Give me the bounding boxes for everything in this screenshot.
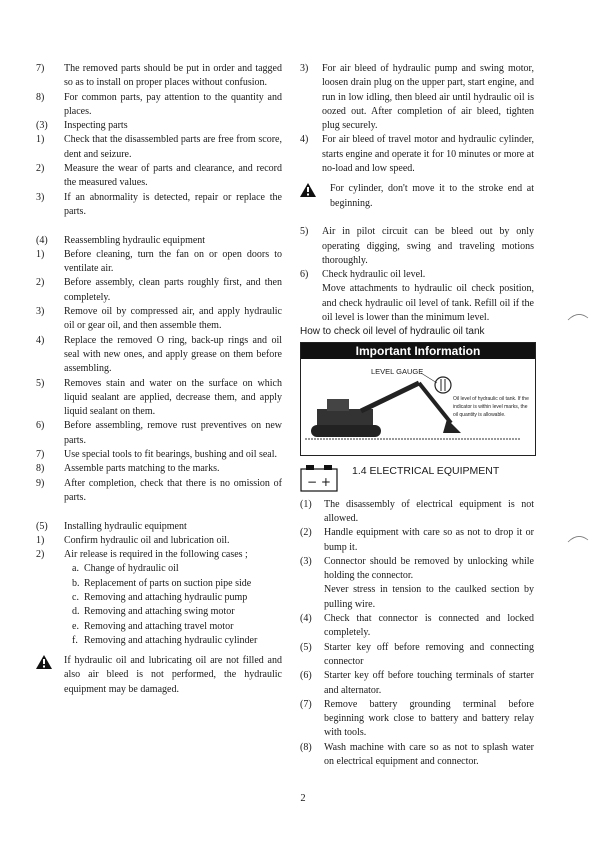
list-item: 2) Measure the wear of parts and clearance, and record the measured values. bbox=[36, 163, 282, 189]
list-item: 6) Before assembling, remove rust preventives on new parts. bbox=[36, 420, 282, 446]
warning-text: If hydraulic oil and lubricating oil are not filled and also air bleed is not performed, the hydraulic equipment may be damaged. bbox=[64, 655, 282, 695]
list-item: (5) Starter key off before removing and connecting connector bbox=[300, 641, 534, 667]
list-item: (6) Starter key off before touching terminals of starter and alternator. bbox=[300, 670, 534, 696]
gauge-note: Oil level of hydraulic oil tank. If the indicator is within level marks, the oil quantity is allowable. bbox=[453, 395, 529, 418]
page-number: 2 bbox=[300, 793, 306, 804]
sub-item: a. Change of hydraulic oil bbox=[72, 563, 179, 575]
list-item: 5) Air in pilot circuit can be bleed out by only operating digging, swing and traveling motions thoroughly. bbox=[300, 226, 534, 266]
list-item: (8) Wash machine with care so as not to splash water on electrical equipment and connector. bbox=[300, 741, 534, 767]
list-item: 3) Remove oil by compressed air, and apply hydraulic oil or gear oil, and then assemble them. bbox=[36, 306, 282, 332]
warning-icon bbox=[300, 183, 316, 197]
list-item: 1) Check that the disassembled parts are free from score, dent and seizure. bbox=[36, 134, 282, 160]
list-item: (1) The disassembly of electrical equipment is not allowed. bbox=[300, 498, 534, 524]
sub-item: d. Removing and attaching swing motor bbox=[72, 606, 235, 618]
section-heading: (5) Installing hydraulic equipment bbox=[36, 520, 187, 532]
warning-note bbox=[36, 654, 282, 697]
section-heading: (3) Inspecting parts bbox=[36, 120, 128, 132]
margin-arc-mark bbox=[566, 532, 590, 544]
right-block2 bbox=[300, 225, 534, 325]
left-block1 bbox=[36, 62, 282, 219]
list-item: (2) Handle equipment with care so as not to drop it or bump it. bbox=[300, 527, 534, 553]
gauge-label: LEVEL GAUGE bbox=[371, 366, 424, 376]
sub-item: e. Removing and attaching travel motor bbox=[72, 620, 234, 632]
warning-text: For cylinder, don't move it to the stroke end at beginning. bbox=[330, 183, 534, 209]
list-item: 5) Removes stain and water on the surface on which liquid sealant are applied, decrease them, and apply liquid sealant on them. bbox=[36, 377, 282, 418]
left-block2 bbox=[36, 234, 282, 506]
info-title: How to check oil level of hydraulic oil tank bbox=[300, 326, 485, 338]
list-item: 2) Before assembly, clean parts roughly first, and then completely. bbox=[36, 277, 282, 303]
warning-icon bbox=[36, 655, 52, 669]
left-block3 bbox=[36, 520, 282, 649]
list-item: 1) Confirm hydraulic oil and lubrication oil. bbox=[36, 534, 230, 546]
sub-item: b. Replacement of parts on suction pipe side bbox=[72, 577, 252, 589]
list-item: 7) Use special tools to fit bearings, bushing and oil seal. bbox=[36, 449, 278, 461]
right-column bbox=[300, 62, 534, 769]
important-information-box bbox=[300, 342, 536, 456]
list-item: 3) For air bleed of hydraulic pump and swing motor, loosen drain plug on the upper part, start engine, and run in low idling, then bleed air until hydraulic oil is oozed out. After completion of air bleed, tighten plug securely. bbox=[300, 63, 534, 132]
left-column bbox=[36, 62, 282, 697]
spacer bbox=[36, 505, 282, 519]
list-item-detail: Never stress in tension to the caulked section by pulling wire. bbox=[324, 584, 534, 610]
sub-item: c. Removing and attaching hydraulic pump bbox=[72, 591, 248, 603]
list-item: 4) Replace the removed O ring, back-up rings and oil seal with new ones, and apply grease on them before assembling. bbox=[36, 334, 282, 375]
list-item: 9) After completion, check that there is no omission of parts. bbox=[36, 477, 282, 503]
warning-note bbox=[300, 182, 534, 211]
list-item: 1) Before cleaning, turn the fan on or open doors to ventilate air. bbox=[36, 248, 282, 275]
gauge-icon bbox=[435, 377, 451, 393]
section-title: 1.4 ELECTRICAL EQUIPMENT bbox=[352, 465, 500, 478]
info-header: Important Information bbox=[301, 343, 535, 359]
list-item: 4) For air bleed of travel motor and hydraulic cylinder, starts engine and operate it for 10 minutes or more at no-load and low speed. bbox=[300, 134, 534, 175]
electrical-list bbox=[300, 498, 534, 770]
list-item: 6) Check hydraulic oil level. bbox=[300, 269, 426, 281]
section-heading-electrical bbox=[300, 464, 534, 492]
spacer bbox=[36, 219, 282, 233]
list-item: 3) If an abnormality is detected, repair or replace the parts. bbox=[36, 191, 282, 217]
right-block1 bbox=[300, 62, 534, 176]
list-item: (7) Remove battery grounding terminal before beginning work close to battery and battery relay with tools. bbox=[300, 698, 534, 739]
list-item: 7) The removed parts should be put in order and tagged so as to install on proper places without confusion. bbox=[36, 63, 282, 89]
margin-arc-mark bbox=[566, 310, 590, 322]
list-item: 8) Assemble parts matching to the marks. bbox=[36, 463, 220, 475]
list-item-detail: Move attachments to hydraulic oil check position, and check hydraulic oil level of tank. Refill oil if the oil level is lower than the minimum level. bbox=[322, 283, 534, 324]
section-heading: (4) Reassembling hydraulic equipment bbox=[36, 234, 206, 246]
list-item: (4) Check that connector is connected and locked completely. bbox=[300, 613, 534, 639]
spacer bbox=[300, 211, 534, 225]
sub-item: f. Removing and attaching hydraulic cylinder bbox=[72, 634, 258, 646]
list-item: (3) Connector should be removed by unlocking while holding the connector. bbox=[300, 555, 534, 582]
battery-icon bbox=[300, 464, 338, 492]
svg-text:− +: − + bbox=[307, 474, 331, 489]
list-item: 8) For common parts, pay attention to the quantity and places. bbox=[36, 91, 282, 117]
list-item: 2) Air release is required in the following cases ; bbox=[36, 549, 248, 561]
